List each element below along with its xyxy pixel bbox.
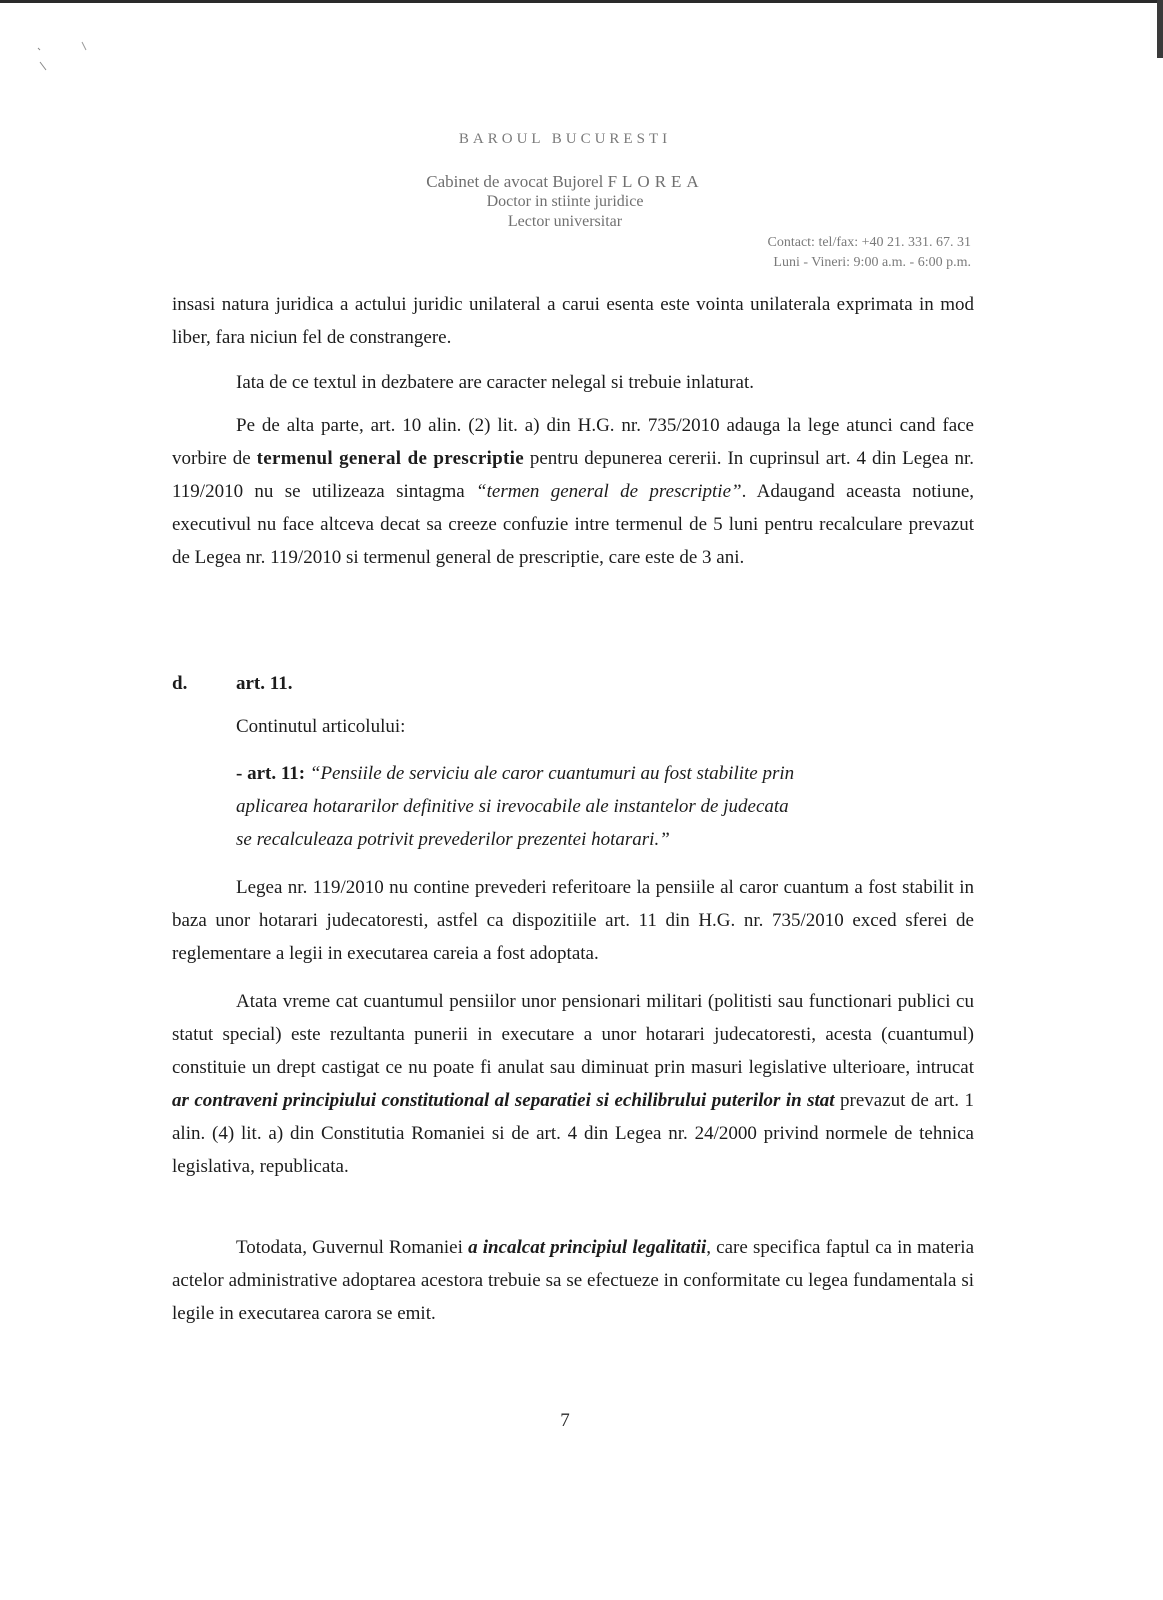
contact-line: Contact: tel/fax: +40 21. 331. 67. 31 [767, 235, 971, 250]
paragraph-continuation: insasi natura juridica a actului juridic unilateral a carui esenta este vointa unilaterala exprimata in mod liber, fara niciun fel de constrangere. [172, 294, 974, 348]
quote-line [236, 757, 956, 790]
section-heading: art. 11. [236, 673, 293, 694]
paragraph-prescription [172, 409, 974, 574]
paragraph-legality [172, 1231, 974, 1330]
p6-text-a: Totodata, Guvernul Romaniei [236, 1237, 469, 1258]
quote-line-text: “Pensiile de serviciu ale caror cuantumuri au fost stabilite prin [309, 763, 795, 784]
paragraph-acquired-right [172, 985, 974, 1183]
p3-text-c: pentru depunerea cererii. In cuprinsul art. 4 din Legea nr. 119/2010 nu se utilizeaza sintagma [172, 448, 974, 502]
scan-specks [30, 40, 90, 90]
office-hours-line: Luni - Vineri: 9:00 a.m. - 6:00 p.m. [773, 255, 971, 270]
article-quote [236, 757, 956, 856]
cabinet-line [0, 172, 1130, 192]
p3-text-a: Pe de alta parte, art. 10 alin. (2) lit. a) din H.G. nr. 735/2010 adauga la lege atunci cand face vorbire de [172, 415, 974, 469]
scan-right-edge [1157, 0, 1163, 58]
p3-bold-term: termenul general de prescriptie [256, 448, 524, 469]
bar-name: BAROUL BUCURESTI [458, 131, 672, 147]
p3-italic-term: “termen general de prescriptie” [476, 481, 742, 502]
p5-text-a: Atata vreme cat cuantumul pensiilor unor pensionari militari (politisti sau functionari publici cu statut special) este rezultanta punerii in executare a unor hotarari judecatoresti, acesta (cuantumul) constituie un drept castigat ce nu poate fi anulat sau diminuat prin masuri legislative ulterioare, intrucat [172, 991, 974, 1078]
p3-text-e: . Adaugand aceasta notiune, executivul nu face altceva decat sa creeze confuzie intre termenul de 5 luni pentru recalculare prevazut de Legea nr. 119/2010 si termenul general de prescriptie, care este de 3 ani. [172, 481, 975, 568]
content-label: Continutul articolului: [236, 716, 406, 737]
paragraph-law-scope: Legea nr. 119/2010 nu contine prevederi referitoare la pensiile al caror cuantum a fost stabilit in baza unor hotarari judecatoresti, astfel ca dispozitiile art. 11 din H.G. nr. 735/2010 exced sferei de reglementare a legii in executarea careia a fost adoptata. [172, 877, 974, 964]
scan-top-border [0, 0, 1163, 3]
quote-line: se recalculeaza potrivit prevederilor prezentei hotarari.” [236, 829, 670, 850]
degree-line: Doctor in stiinte juridice [486, 193, 644, 210]
cabinet-surname: FLOREA [607, 172, 704, 191]
page-number: 7 [560, 1410, 570, 1431]
paragraph-conclusion: Iata de ce textul in dezbatere are caracter nelegal si trebuie inlaturat. [236, 372, 754, 393]
cabinet-prefix: Cabinet de avocat Bujorel [426, 172, 604, 191]
title-line: Lector universitar [507, 213, 623, 230]
p6-bold-italic-phrase: a incalcat principiul legalitatii [468, 1237, 707, 1258]
p5-bold-italic-phrase: ar contraveni principiului constitutional al separatiei si echilibrului puterilor in stat [172, 1090, 835, 1111]
p5-text-c: prevazut de art. 1 alin. (4) lit. a) din Constitutia Romaniei si de art. 4 din Legea nr. 24/2000 privind normele de tehnica legislativa, republicata. [172, 1090, 974, 1177]
quote-line: aplicarea hotararilor definitive si irevocabile ale instantelor de judecata [236, 796, 789, 817]
quote-label: - art. 11: [236, 763, 306, 784]
section-letter: d. [172, 673, 188, 694]
p6-text-c: , care specifica faptul ca in materia actelor administrative adoptarea acestora trebuie sa se efectueze in conformitate cu legea fundamentala si legile in executarea carora se emit. [172, 1237, 975, 1324]
